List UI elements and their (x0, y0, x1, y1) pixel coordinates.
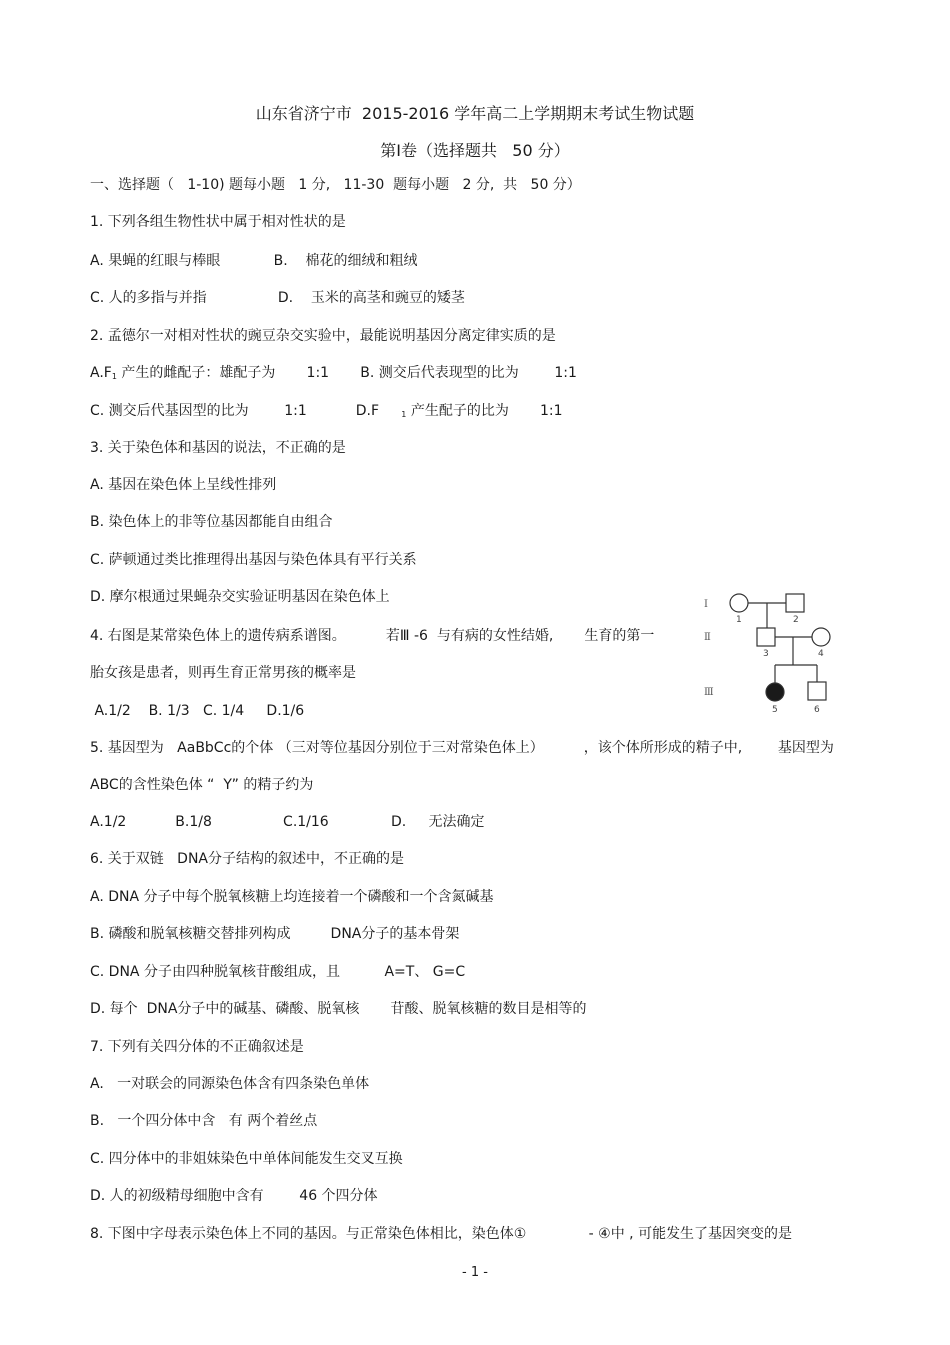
individual-label-5: 5 (772, 705, 778, 715)
individual-label-1: 1 (736, 615, 742, 625)
generation-label-3: Ⅲ (704, 687, 714, 698)
page-title: 山东省济宁市 2015-2016 学年高二上学期期末考试生物试题 (255, 104, 695, 123)
affected-female-individual-5 (766, 683, 784, 701)
question-8: 8. 下图中字母表示染色体上不同的基因。与正常染色体相比，染色体① - ④中 , 可能发生了基因突变的是 (90, 1226, 793, 1242)
q7-option-c: C. 四分体中的非姐妹染色中单体间能发生交叉互换 (90, 1151, 403, 1167)
question-6: 6. 关于双链 DNA分子结构的叙述中，不正确的是 (90, 851, 404, 867)
q7-option-d: D. 人的初级精母细胞中含有 46 个四分体 (90, 1188, 378, 1204)
question-3: 3. 关于染色体和基因的说法，不正确的是 (90, 440, 346, 456)
q6-option-c: C. DNA 分子由四种脱氧核苷酸组成，且 A=T、 G=C (90, 964, 466, 980)
male-individual-3 (757, 628, 775, 646)
q3-option-d: D. 摩尔根通过果蝇杂交实验证明基因在染色体上 (90, 589, 390, 605)
male-individual-2 (786, 594, 804, 612)
q7-option-b: B. 一个四分体中含 有 两个着丝点 (90, 1113, 318, 1129)
q6-option-a: A. DNA 分子中每个脱氧核糖上均连接着一个磷酸和一个含氮碱基 (90, 889, 494, 905)
section-title: 第Ⅰ卷（选择题共 50 分） (380, 141, 570, 160)
q6-option-d: D. 每个 DNA分子中的碱基、磷酸、脱氧核 苷酸、脱氧核糖的数目是相等的 (90, 1001, 587, 1017)
female-individual-1 (730, 594, 748, 612)
q6-option-b: B. 磷酸和脱氧核糖交替排列构成 DNA分子的基本骨架 (90, 926, 460, 942)
q5-options: A.1/2 B.1/8 C.1/16 D. 无法确定 (90, 814, 485, 830)
q3-option-c: C. 萨顿通过类比推理得出基因与染色体具有平行关系 (90, 552, 417, 568)
generation-label-2: Ⅱ (704, 632, 711, 643)
q2-options-ab: $A.F_1$ 产生的雌配子：雄配子为 1:1 B. 测交后代表现型的比为 1:1 (90, 365, 577, 381)
q3-option-b: B. 染色体上的非等位基因都能自由组合 (90, 514, 333, 530)
question-1: 1. 下列各组生物性状中属于相对性状的是 (90, 214, 346, 230)
individual-label-2: 2 (793, 615, 799, 625)
q2-options-cd: C. 测交后代基因型的比为 1:1 D.F $_1$ 产生配子的比为 1:1 (90, 403, 563, 419)
individual-label-3: 3 (763, 649, 769, 659)
q3-option-a: A. 基因在染色体上呈线性排列 (90, 477, 277, 493)
question-4: 4. 右图是某常染色体上的遗传病系谱图。 若Ⅲ -6 与有病的女性结婚, 生育的第一 (90, 628, 655, 644)
generation-label-1: Ⅰ (704, 599, 708, 610)
section-instructions: 一、选择题（ 1-10) 题每小题 1 分, 11-30 题每小题 2 分, 共 50 分） (90, 177, 581, 193)
q7-option-a: A. 一对联会的同源染色体含有四条染色单体 (90, 1076, 370, 1092)
individual-label-4: 4 (818, 649, 824, 659)
question-7: 7. 下列有关四分体的不正确叙述是 (90, 1039, 304, 1055)
q4-options: A.1/2 B. 1/3 C. 1/4 D.1/6 (90, 703, 305, 719)
page-number: - 1 - (462, 1265, 488, 1280)
q1-options-ab: A. 果蝇的红眼与棒眼 B. 棉花的细绒和粗绒 (90, 253, 418, 269)
question-5-cont: ABC的含性染色体 “ Y” 的精子约为 (90, 777, 314, 793)
male-individual-6 (808, 682, 826, 700)
q1-options-cd: C. 人的多指与并指 D. 玉米的高茎和豌豆的矮茎 (90, 290, 465, 306)
question-4-cont: 胎女孩是患者，则再生育正常男孩的概率是 (90, 665, 356, 681)
question-2: 2. 孟德尔一对相对性状的豌豆杂交实验中，最能说明基因分离定律实质的是 (90, 328, 556, 344)
female-individual-4 (812, 628, 830, 646)
pedigree-chart (700, 588, 860, 723)
question-5: 5. 基因型为 AaBbCc的个体 （三对等位基因分别位于三对常染色体上） ，该个体所形成的精子中, 基因型为 (90, 740, 834, 756)
individual-label-6: 6 (814, 705, 820, 715)
